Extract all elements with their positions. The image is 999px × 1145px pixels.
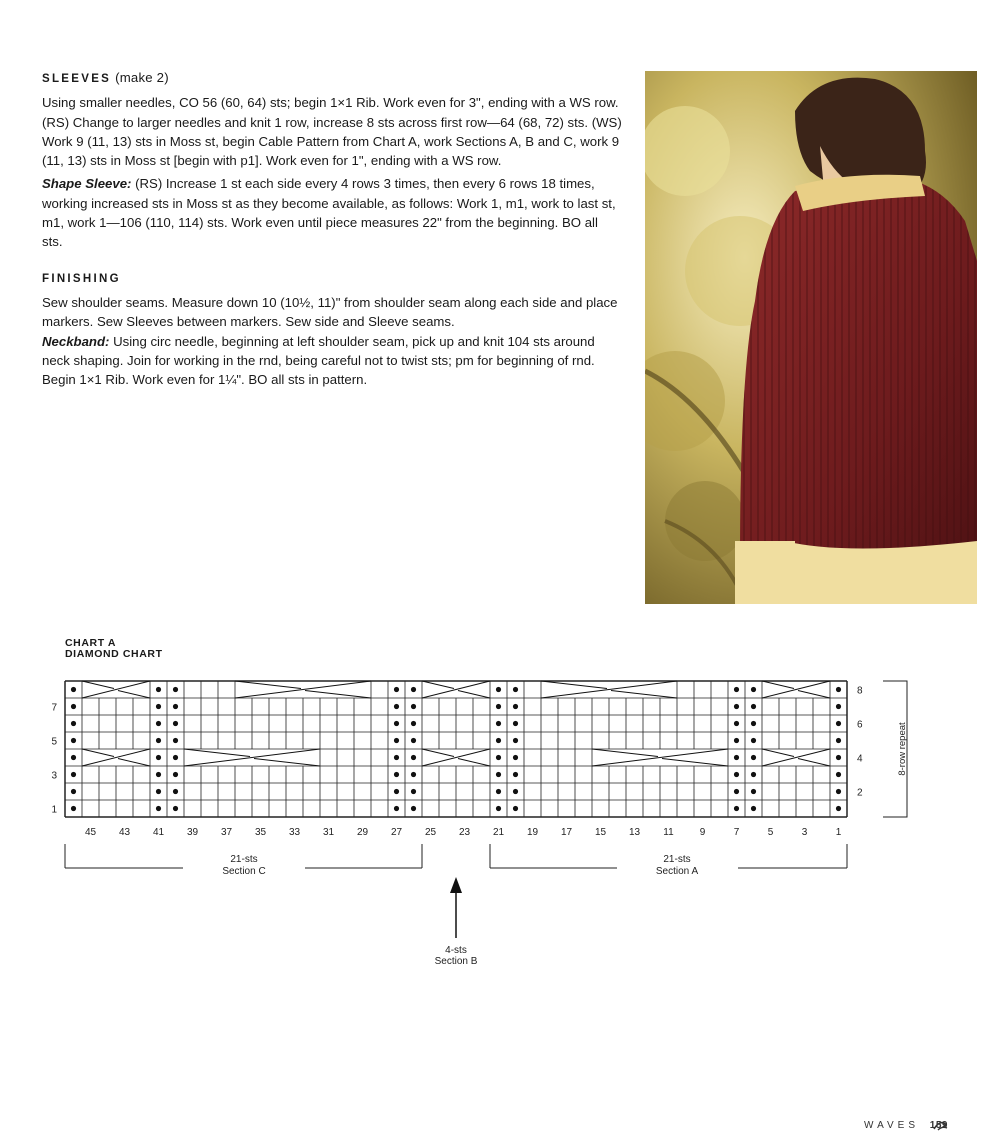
cable-cross-symbol (662, 759, 728, 767)
stitch-number-label: 27 (390, 827, 403, 838)
purl-stitch-dot (836, 704, 841, 709)
purl-stitch-dot (71, 704, 76, 709)
cable-cross-symbol (798, 691, 830, 699)
purl-stitch-dot (836, 687, 841, 692)
section-b-count: 4-sts (445, 945, 467, 956)
cable-cross-symbol (458, 691, 490, 699)
purl-stitch-dot (156, 789, 161, 794)
chart-title-line1: CHART A (65, 637, 117, 649)
purl-stitch-dot (156, 704, 161, 709)
purl-stitch-dot (734, 738, 739, 743)
purl-stitch-dot (734, 806, 739, 811)
stitch-number-label: 5 (767, 827, 774, 838)
row-number-label: 7 (51, 702, 57, 714)
purl-stitch-dot (513, 772, 518, 777)
stitch-number-label: 9 (699, 827, 706, 838)
cable-cross-symbol (118, 759, 150, 767)
purl-stitch-dot (173, 704, 178, 709)
stitch-number-label: 45 (84, 827, 97, 838)
purl-stitch-dot (71, 721, 76, 726)
purl-stitch-dot (394, 755, 399, 760)
purl-stitch-dot (411, 755, 416, 760)
purl-stitch-dot (173, 738, 178, 743)
row-number-label: 3 (51, 770, 57, 782)
purl-stitch-dot (411, 721, 416, 726)
stitch-number-label: 7 (733, 827, 740, 838)
purl-stitch-dot (734, 687, 739, 692)
purl-stitch-dot (734, 704, 739, 709)
purl-stitch-dot (513, 755, 518, 760)
cable-cross-symbol (762, 749, 794, 757)
section-a-count: 21-sts (663, 854, 691, 865)
stitch-number-label: 31 (322, 827, 335, 838)
cable-cross-symbol (762, 681, 794, 689)
purl-stitch-dot (71, 755, 76, 760)
cable-cross-symbol (541, 681, 607, 689)
purl-stitch-dot (513, 721, 518, 726)
cable-cross-symbol (184, 749, 250, 757)
sleeves-subheading: (make 2) (115, 70, 169, 85)
stitch-number-label: 19 (526, 827, 539, 838)
stitch-number-label: 41 (152, 827, 165, 838)
page-number: 159 (929, 1120, 948, 1131)
purl-stitch-dot (411, 772, 416, 777)
purl-stitch-dot (513, 789, 518, 794)
neckband-label: Neckband: (42, 333, 110, 349)
section-c-count: 21-sts (230, 854, 258, 865)
purl-stitch-dot (71, 687, 76, 692)
purl-stitch-dot (751, 789, 756, 794)
purl-stitch-dot (156, 721, 161, 726)
row-number-label: 6 (857, 719, 863, 731)
stitch-number-label: 37 (220, 827, 233, 838)
purl-stitch-dot (751, 772, 756, 777)
section-c-label: Section C (222, 866, 266, 877)
purl-stitch-dot (751, 721, 756, 726)
purl-stitch-dot (836, 789, 841, 794)
sleeves-heading-label: SLEEVES (42, 73, 112, 85)
purl-stitch-dot (496, 806, 501, 811)
stitch-number-label: 25 (424, 827, 437, 838)
arrow-up-icon (450, 877, 462, 893)
purl-stitch-dot (394, 772, 399, 777)
purl-stitch-dot (394, 687, 399, 692)
cable-cross-symbol (422, 681, 454, 689)
purl-stitch-dot (496, 738, 501, 743)
stitch-number-label: 33 (288, 827, 301, 838)
purl-stitch-dot (836, 738, 841, 743)
cable-cross-symbol (592, 749, 658, 757)
repeat-label: 8-row repeat (897, 722, 908, 776)
purl-stitch-dot (734, 789, 739, 794)
purl-stitch-dot (513, 687, 518, 692)
shape-sleeve-text: (RS) Increase 1 st each side every 4 rows 3 times, then every 6 rows 18 times, working increased sts in Moss st as they become available, as follows: Work 1, m1, work to last st, m1, work 1—106 (110, 114) sts. Work even until piece measures 22" from the beginning. BO all sts. (42, 176, 616, 250)
purl-stitch-dot (751, 687, 756, 692)
purl-stitch-dot (513, 806, 518, 811)
stitch-number-label: 15 (594, 827, 607, 838)
purl-stitch-dot (71, 738, 76, 743)
purl-stitch-dot (734, 772, 739, 777)
purl-stitch-dot (411, 687, 416, 692)
cable-cross-symbol (82, 749, 114, 757)
cable-cross-symbol (82, 681, 114, 689)
stitch-number-label: 39 (186, 827, 199, 838)
purl-stitch-dot (496, 772, 501, 777)
purl-stitch-dot (71, 772, 76, 777)
cable-cross-symbol (458, 759, 490, 767)
stitch-number-label: 3 (801, 827, 808, 838)
purl-stitch-dot (513, 704, 518, 709)
cable-cross-symbol (611, 691, 677, 699)
cable-cross-symbol (235, 681, 301, 689)
purl-stitch-dot (411, 738, 416, 743)
purl-stitch-dot (173, 789, 178, 794)
purl-stitch-dot (71, 806, 76, 811)
wave-logo-icon (933, 1119, 949, 1131)
purl-stitch-dot (156, 755, 161, 760)
cable-cross-symbol (798, 759, 830, 767)
section-b-label: Section B (434, 956, 478, 967)
row-number-label: 4 (857, 753, 863, 765)
shape-sleeve-label: Shape Sleeve: (42, 176, 132, 192)
purl-stitch-dot (751, 704, 756, 709)
row-number-label: 8 (857, 685, 863, 697)
cable-cross-symbol (118, 691, 150, 699)
finishing-heading: FINISHING (42, 272, 121, 285)
purl-stitch-dot (156, 738, 161, 743)
purl-stitch-dot (836, 806, 841, 811)
purl-stitch-dot (496, 789, 501, 794)
purl-stitch-dot (836, 755, 841, 760)
purl-stitch-dot (411, 806, 416, 811)
sleeves-paragraph: Using smaller needles, CO 56 (60, 64) sts; begin 1×1 Rib. Work even for 3", ending with a WS row. (RS) Change to larger needles and knit 1 row, increase 8 sts across first row—64 (68, 72) sts. (WS) Work 9 (11, 13) sts in Moss st, begin Cable Pattern from Chart A, work Sections A, B and C, work 9 (11, 13) sts in Moss st [begin with p1]. Work even for 1", ending with a WS row. (42, 95, 622, 169)
stitch-number-label: 43 (118, 827, 131, 838)
purl-stitch-dot (496, 687, 501, 692)
purl-stitch-dot (173, 755, 178, 760)
cable-cross-symbol (422, 749, 454, 757)
stitch-number-label: 13 (628, 827, 641, 838)
purl-stitch-dot (173, 721, 178, 726)
stitch-number-label: 29 (356, 827, 369, 838)
purl-stitch-dot (496, 755, 501, 760)
cable-cross-symbol (254, 759, 320, 767)
purl-stitch-dot (173, 687, 178, 692)
neckband-text: Using circ needle, beginning at left shoulder seam, pick up and knit 104 sts around neck shaping. Join for working in the rnd, being careful not to twist sts; pm for beginning of rnd. Begin 1×1 Rib. Work even for 1¼". BO all sts in pattern. (42, 333, 595, 388)
purl-stitch-dot (496, 704, 501, 709)
row-number-label: 2 (857, 787, 863, 799)
purl-stitch-dot (411, 789, 416, 794)
purl-stitch-dot (751, 738, 756, 743)
purl-stitch-dot (156, 806, 161, 811)
purl-stitch-dot (496, 721, 501, 726)
stitch-number-label: 17 (560, 827, 573, 838)
purl-stitch-dot (394, 704, 399, 709)
row-number-label: 1 (51, 804, 57, 816)
finishing-paragraph: Sew shoulder seams. Measure down 10 (10½, 11)" from shoulder seam along each side and place markers. Sew Sleeves between markers. Sew side and Sleeve seams. (42, 294, 618, 330)
purl-stitch-dot (173, 806, 178, 811)
purl-stitch-dot (156, 772, 161, 777)
stitch-number-label: 1 (835, 827, 842, 838)
purl-stitch-dot (394, 789, 399, 794)
stitch-number-label: 23 (458, 827, 471, 838)
purl-stitch-dot (71, 789, 76, 794)
stitch-number-label: 11 (663, 827, 674, 838)
stitch-number-label: 35 (254, 827, 267, 838)
purl-stitch-dot (751, 755, 756, 760)
footer-label: WAVES (864, 1120, 920, 1131)
stitch-number-label: 21 (492, 827, 505, 838)
purl-stitch-dot (836, 772, 841, 777)
purl-stitch-dot (394, 721, 399, 726)
purl-stitch-dot (411, 704, 416, 709)
purl-stitch-dot (173, 772, 178, 777)
purl-stitch-dot (156, 687, 161, 692)
row-number-label: 5 (51, 736, 57, 748)
chart-title-line2: DIAMOND CHART (65, 648, 163, 660)
section-a-label: Section A (655, 866, 699, 877)
purl-stitch-dot (513, 738, 518, 743)
purl-stitch-dot (734, 755, 739, 760)
purl-stitch-dot (751, 806, 756, 811)
purl-stitch-dot (836, 721, 841, 726)
purl-stitch-dot (734, 721, 739, 726)
purl-stitch-dot (394, 806, 399, 811)
purl-stitch-dot (394, 738, 399, 743)
cable-cross-symbol (305, 691, 371, 699)
